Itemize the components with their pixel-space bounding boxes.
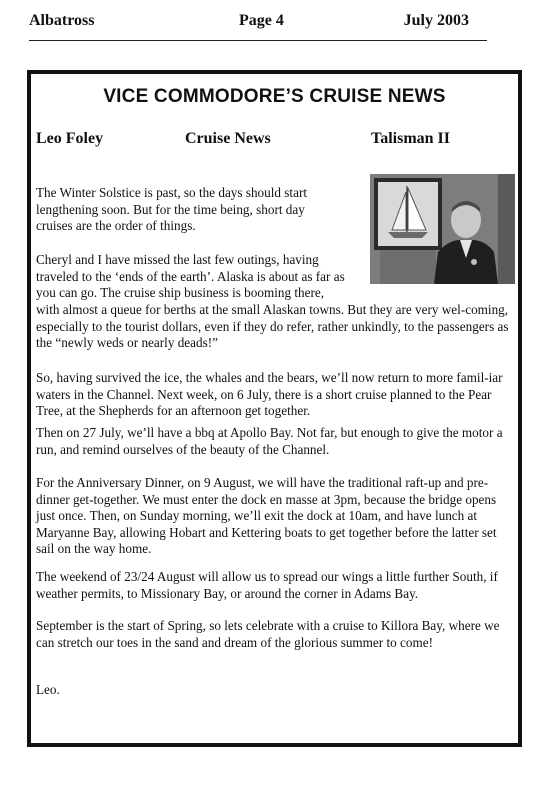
article-title: VICE COMMODORE’S CRUISE NEWS bbox=[103, 86, 446, 107]
paragraph-1: The Winter Solstice is past, so the days should start lengthening soon. But for the time being, short day cruises are the order of things. bbox=[36, 185, 307, 234]
publication-name: Albatross bbox=[29, 12, 95, 29]
paragraph-2-wrap bbox=[36, 252, 366, 302]
photo-man-with-model-yacht-icon bbox=[370, 174, 515, 284]
paragraph-2-line-3: you can go. The cruise ship business is booming there, bbox=[36, 285, 325, 301]
page-number: Page 4 bbox=[239, 12, 284, 29]
paragraph-5: For the Anniversary Dinner, on 9 August, we will have the traditional raft-up and pre-dinner get-together. We must enter the dock en masse at 3pm, because the bridge opens just once. Then, on Sunday morning, we’ll exit the dock at 10am, and have lunch at Maryanne Bay, allowing Hobart and Kettering boats to get together before the latter set sail on the way home. bbox=[36, 475, 497, 557]
paragraph-2-continued: with almost a queue for berths at the small Alaskan towns. But they are very wel-coming, especially to the tourist dollars, even if they do refer, rather unkindly, to the passengers as the “newly weds or nearly deads!” bbox=[36, 302, 509, 351]
paragraph-7: September is the start of Spring, so lets celebrate with a cruise to Killora Bay, where we can stretch our toes in the sand and dream of the glorious summer to come! bbox=[36, 618, 500, 650]
boat-name: Talisman II bbox=[371, 130, 450, 147]
header-rule bbox=[29, 40, 487, 41]
issue-date: July 2003 bbox=[403, 12, 469, 29]
paragraph-6: The weekend of 23/24 August will allow us to spread our wings a little further South, if weather permits, to Missionary Bay, or around the corner in Adams Bay. bbox=[36, 569, 498, 601]
paragraph-2-line-1: Cheryl and I have missed the last few outings, having bbox=[36, 252, 319, 267]
paragraph-3: So, having survived the ice, the whales and the bears, we’ll now return to more famil-iar waters in the Channel. Next week, on 6 July, there is a short cruise planned to the Pear Tree, at the Shepherds for an afternoon get together. bbox=[36, 370, 503, 419]
photo-illustration bbox=[370, 174, 515, 284]
paragraph-4: Then on 27 July, we’ll have a bbq at Apollo Bay. Not far, but enough to give the motor a run, and remind ourselves of the beauty of the Channel. bbox=[36, 425, 503, 457]
paragraph-2-line-2: traveled to the ‘ends of the earth’. Alaska is about as far as bbox=[36, 268, 345, 284]
author-name: Leo Foley bbox=[36, 130, 104, 147]
article-box bbox=[27, 70, 522, 747]
running-header bbox=[29, 12, 487, 32]
sign-off: Leo. bbox=[36, 682, 60, 697]
section-name: Cruise News bbox=[185, 130, 271, 147]
